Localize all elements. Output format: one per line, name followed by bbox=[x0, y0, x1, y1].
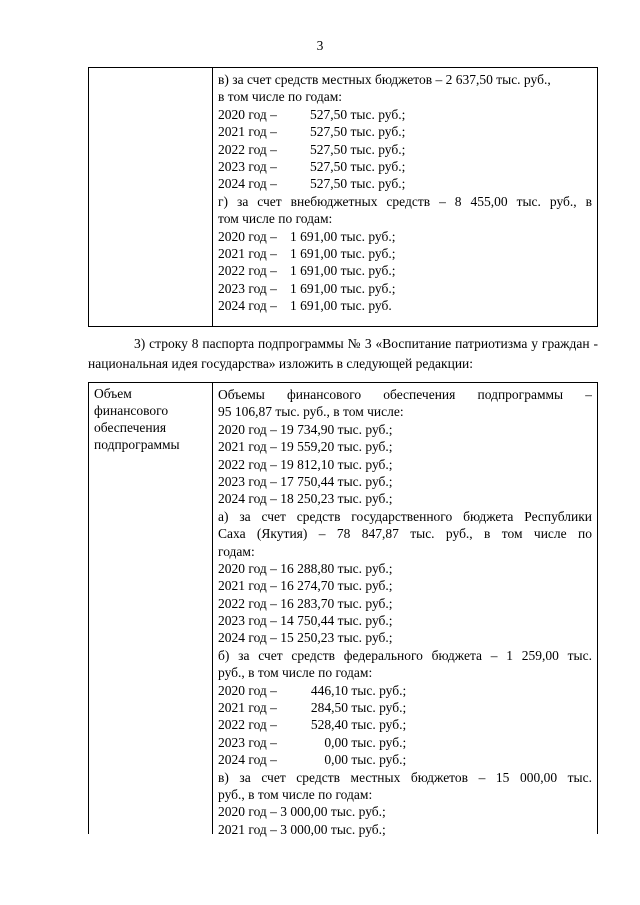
funding-table-continued bbox=[88, 67, 598, 327]
year-row: 2020 год – 1 691,00 тыс. руб.; bbox=[218, 228, 396, 244]
extrabudget-sub: том числе по годам: bbox=[218, 211, 333, 227]
total-line-1: Объемы финансового обеспечения подпрограммы – bbox=[218, 387, 592, 402]
local-budget-intro: в) за счет средств местных бюджетов – 2 637,50 тыс. руб., bbox=[218, 72, 551, 87]
year-row: 2022 год – 528,40 тыс. руб.; bbox=[218, 717, 407, 733]
label-line: финансового bbox=[94, 403, 169, 418]
table-label-cell-empty bbox=[89, 68, 213, 326]
label-line: Объем bbox=[94, 386, 132, 401]
label-line: обеспечения bbox=[94, 420, 167, 435]
year-row: 2020 год – 16 288,80 тыс. руб.; bbox=[218, 560, 393, 576]
table-label-cell bbox=[89, 383, 213, 834]
year-row: 2021 год – 19 559,20 тыс. руб.; bbox=[218, 439, 393, 455]
year-row: 2021 год – 1 691,00 тыс. руб.; bbox=[218, 245, 396, 261]
year-row: 2023 год – 0,00 тыс. руб.; bbox=[218, 734, 407, 750]
table-content-cell bbox=[213, 383, 597, 837]
federal-budget-line-1: б) за счет средств федерального бюджета – 1 259,00 тыс. bbox=[218, 647, 592, 663]
state-budget-line-2: Саха (Якутия) – 78 847,87 тыс. руб., в том числе по bbox=[218, 526, 592, 542]
year-row: 2021 год – 3 000,00 тыс. руб.; bbox=[218, 821, 386, 837]
funding-table bbox=[88, 382, 598, 837]
year-row: 2020 год – 527,50 тыс. руб.; bbox=[218, 106, 406, 122]
year-row: 2021 год – 527,50 тыс. руб.; bbox=[218, 124, 406, 140]
year-row: 2020 год – 446,10 тыс. руб.; bbox=[218, 682, 407, 698]
year-row: 2022 год – 1 691,00 тыс. руб.; bbox=[218, 263, 396, 279]
year-row: 2023 год – 17 750,44 тыс. руб.; bbox=[218, 473, 393, 489]
local-budget-sub: в том числе по годам: bbox=[218, 89, 343, 105]
table-content-cell bbox=[213, 68, 597, 326]
total-line-2: 95 106,87 тыс. руб., в том числе: bbox=[218, 404, 404, 420]
state-budget-line-1: а) за счет средств государственного бюджета Республики bbox=[218, 508, 592, 524]
year-row: 2024 год – 0,00 тыс. руб.; bbox=[218, 752, 407, 768]
year-row: 2021 год – 284,50 тыс. руб.; bbox=[218, 700, 407, 716]
year-row: 2023 год – 14 750,44 тыс. руб.; bbox=[218, 613, 393, 629]
state-budget-line-3: годам: bbox=[218, 543, 255, 559]
federal-budget-line-2: руб., в том числе по годам: bbox=[218, 665, 373, 681]
instruction-paragraph: 3) строку 8 паспорта подпрограммы № 3 «Воспитание патриотизма у граждан - национальная идея государства» изложить в следующей редакции: bbox=[88, 336, 598, 371]
year-row: 2023 год – 1 691,00 тыс. руб.; bbox=[218, 280, 396, 296]
year-row: 2021 год – 16 274,70 тыс. руб.; bbox=[218, 578, 393, 594]
year-row: 2022 год – 16 283,70 тыс. руб.; bbox=[218, 595, 393, 611]
year-row: 2023 год – 527,50 тыс. руб.; bbox=[218, 158, 406, 174]
local-budget-line-1: в) за счет средств местных бюджетов – 15 000,00 тыс. bbox=[218, 769, 592, 785]
year-row: 2024 год – 18 250,23 тыс. руб.; bbox=[218, 491, 393, 507]
year-row: 2022 год – 19 812,10 тыс. руб.; bbox=[218, 456, 393, 472]
year-row: 2020 год – 19 734,90 тыс. руб.; bbox=[218, 421, 393, 437]
page-number: 3 bbox=[316, 38, 324, 53]
year-row: 2020 год – 3 000,00 тыс. руб.; bbox=[218, 804, 386, 820]
year-row: 2024 год – 527,50 тыс. руб.; bbox=[218, 176, 406, 192]
year-row: 2024 год – 15 250,23 тыс. руб.; bbox=[218, 630, 393, 646]
extrabudget-intro: г) за счет внебюджетных средств – 8 455,00 тыс. руб., в bbox=[218, 193, 592, 209]
label-line: подпрограммы bbox=[94, 437, 180, 452]
year-row: 2022 год – 527,50 тыс. руб.; bbox=[218, 141, 406, 157]
local-budget-line-2: руб., в том числе по годам: bbox=[218, 786, 373, 802]
year-row: 2024 год – 1 691,00 тыс. руб. bbox=[218, 298, 392, 314]
